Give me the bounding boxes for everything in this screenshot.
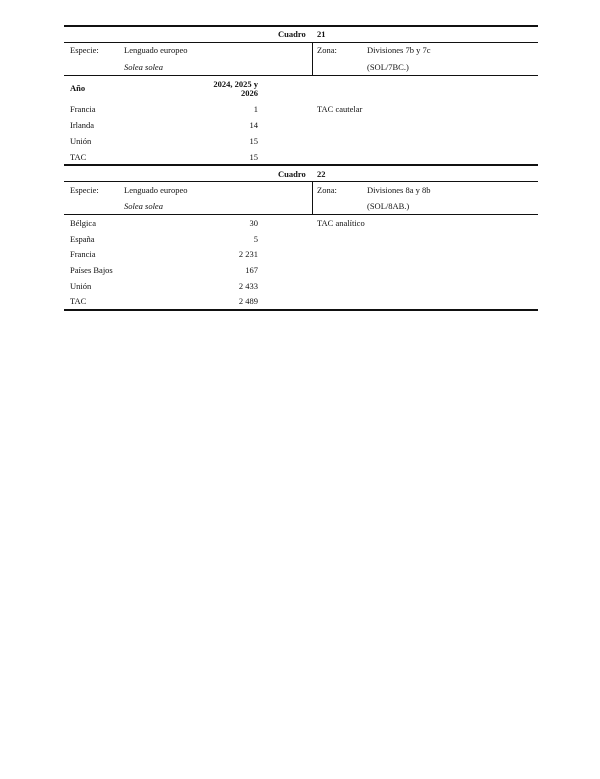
table-21-column-divider xyxy=(312,42,313,75)
table-22-note: TAC analítico xyxy=(317,218,365,228)
table-22-number: 22 xyxy=(317,169,326,179)
table-22-label: Cuadro xyxy=(278,169,306,179)
table-21-label: Cuadro xyxy=(278,29,306,39)
table-22-zone-label: Zona: xyxy=(317,185,337,195)
table-22-species-common: Lenguado europeo xyxy=(124,185,188,195)
table-row-name: Unión xyxy=(70,281,92,291)
table-22 xyxy=(64,167,538,312)
table-row-value: 5 xyxy=(253,234,258,244)
table-row-name: Bélgica xyxy=(70,218,96,228)
table-row-name: España xyxy=(70,234,95,244)
table-21-note: TAC cautelar xyxy=(317,104,363,114)
table-21-species-latin: Solea solea xyxy=(124,62,163,72)
table-22-species-rule xyxy=(64,214,538,215)
table-21-species-label: Especie: xyxy=(70,45,99,55)
table-21-species-rule xyxy=(64,75,538,76)
table-row-value: 30 xyxy=(249,218,258,228)
table-21-header-rule xyxy=(64,42,538,43)
table-22-species-label: Especie: xyxy=(70,185,99,195)
table-21-species-common: Lenguado europeo xyxy=(124,45,188,55)
table-row-value: 2 489 xyxy=(238,296,258,306)
table-21-col-year: Año xyxy=(70,83,86,93)
table-22-species-latin: Solea solea xyxy=(124,201,163,211)
table-21-bottom-rule xyxy=(64,164,538,166)
table-21-number: 21 xyxy=(317,29,326,39)
table-22-bottom-rule xyxy=(64,309,538,311)
table-row-value: 15 xyxy=(249,136,258,146)
table-21-zone-label: Zona: xyxy=(317,45,337,55)
table-row-name: Unión xyxy=(70,136,92,146)
table-row-value: 2 433 xyxy=(238,281,258,291)
table-21-zone-name: Divisiones 7b y 7c xyxy=(367,45,431,55)
table-row-name: Países Bajos xyxy=(70,265,113,275)
table-row-value: 167 xyxy=(245,265,258,275)
table-21-col-value-line2: 2026 xyxy=(241,88,258,98)
table-21 xyxy=(64,25,538,165)
table-row-name: TAC xyxy=(70,152,87,162)
table-22-zone-code: (SOL/8AB.) xyxy=(367,201,410,211)
table-22-zone-name: Divisiones 8a y 8b xyxy=(367,185,431,195)
table-row-value: 2 231 xyxy=(238,249,258,259)
table-row-name: Francia xyxy=(70,249,96,259)
table-row-name: TAC xyxy=(70,296,87,306)
table-row-value: 15 xyxy=(249,152,258,162)
table-row-value: 1 xyxy=(253,104,258,114)
table-21-col-value-line1: 2024, 2025 y xyxy=(213,79,258,89)
table-21-top-rule xyxy=(64,25,538,27)
table-21-zone-code: (SOL/7BC.) xyxy=(367,62,409,72)
table-row-name: Irlanda xyxy=(70,120,95,130)
table-row-name: Francia xyxy=(70,104,96,114)
table-row-value: 14 xyxy=(249,120,258,130)
table-22-header-rule xyxy=(64,181,538,182)
table-22-column-divider xyxy=(312,181,313,214)
